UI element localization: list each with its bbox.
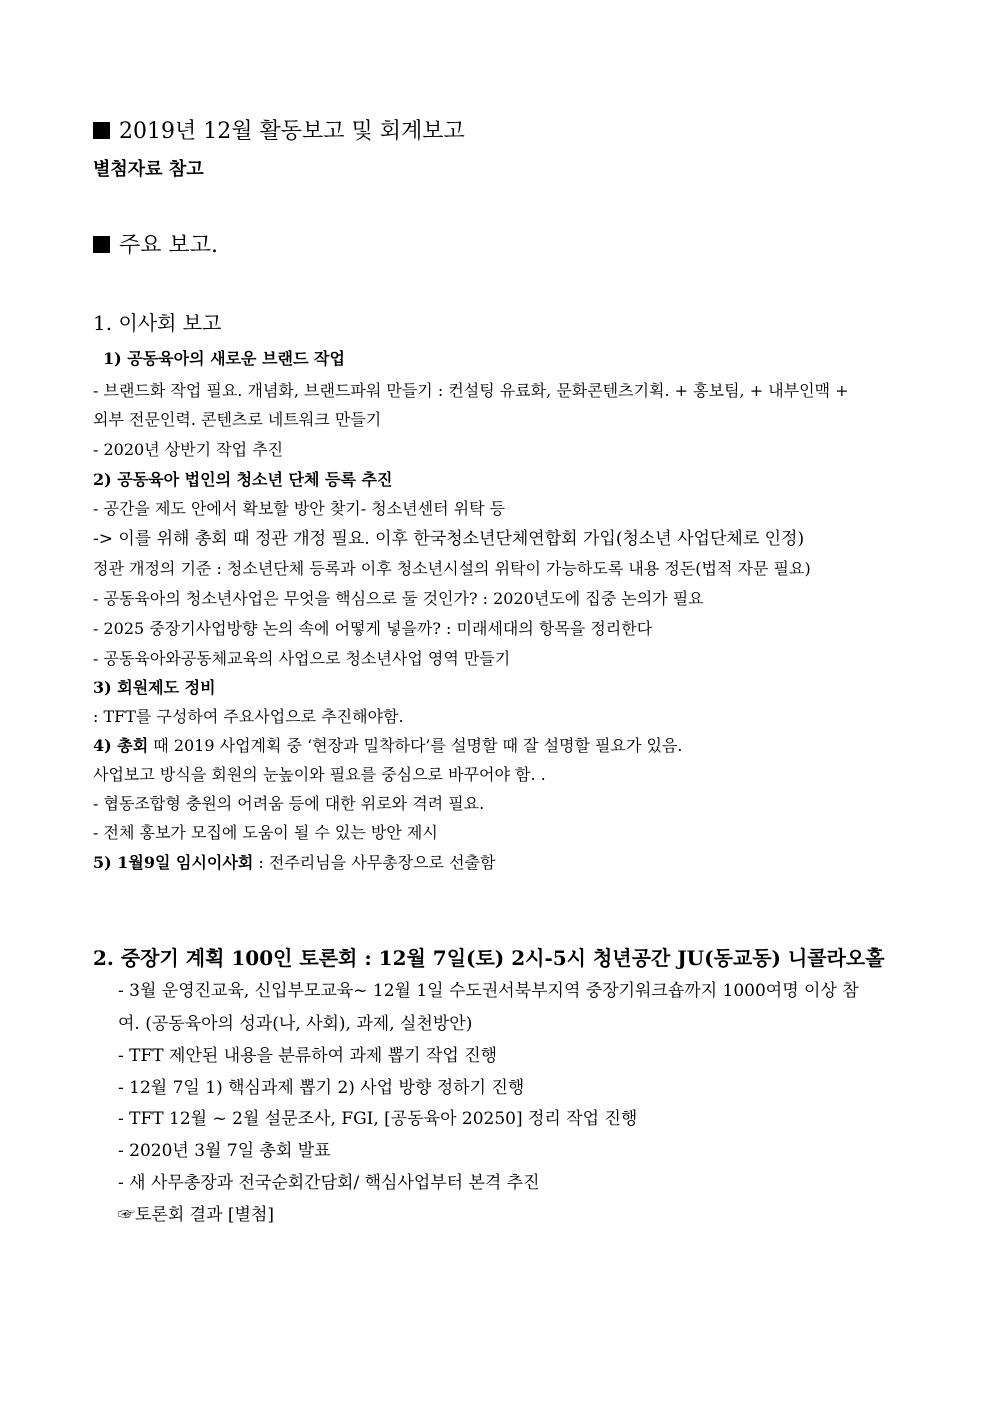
item2-line1: - 공간을 제도 안에서 확보할 방안 찾기- 청소년센터 위탁 등 xyxy=(93,499,506,518)
section-title-text: 2019년 12월 활동보고 및 회계보고 xyxy=(119,119,465,144)
forum-line1: - 3월 운영진교육, 신입부모교육~ 12월 1일 수도권서북부지역 중장기워크숍까지 1000여명 이상 참 xyxy=(118,981,859,1001)
forum-line3: - TFT 제안된 내용을 분류하여 과제 뽑기 작업 진행 xyxy=(118,1046,498,1066)
item2-line2: -> 이를 위해 총회 때 정관 개정 필요. 이후 한국청소년단체연합회 가입(청소년 사업단체로 인정) xyxy=(93,529,805,549)
item4-text: 때 2019 사업계획 중 ‘현장과 밀착하다’를 설명할 때 잘 설명할 필요가 있음. xyxy=(148,736,683,755)
item4-line4: - 전체 홍보가 모집에 도움이 될 수 있는 방안 제시 xyxy=(93,823,438,842)
item2-line5: - 2025 중장기사업방향 논의 속에 어떻게 넣을까? : 미래세대의 항목을 정리한다 xyxy=(93,619,653,638)
black-square-bullet-icon xyxy=(93,122,110,139)
forum-line7: - 새 사무총장과 전국순회간담회/ 핵심사업부터 본격 추진 xyxy=(118,1173,540,1193)
item1-line1: - 브랜드화 작업 필요. 개념화, 브랜드파워 만들기 : 컨설팅 유료화, 문화콘텐츠기획. + 홍보팀, + 내부인맥 + xyxy=(93,381,849,400)
item4-line2: 사업보고 방식을 회원의 눈높이와 필요를 중심으로 바꾸어야 함. . xyxy=(93,765,546,784)
black-square-bullet-icon xyxy=(93,236,110,253)
item4-bold-label: 4) 총회 xyxy=(93,736,149,755)
forum-line8: ☞토론회 결과 [별첨] xyxy=(118,1205,275,1225)
item4-line1 xyxy=(93,735,683,757)
item1-line2: 외부 전문인력. 콘텐츠로 네트워크 만들기 xyxy=(93,410,382,429)
item1-title: 1) 공동육아의 새로운 브랜드 작업 xyxy=(103,349,345,368)
forum-line6: - 2020년 3월 7일 총회 발표 xyxy=(118,1141,331,1161)
forum-line5: - TFT 12월 ~ 2월 설문조사, FGI, [공동육아 20250] 정리 작업 진행 xyxy=(118,1109,638,1129)
item5-bold-label: 5) 1월9일 임시이사회 xyxy=(93,853,254,872)
item2-line3: 정관 개정의 기준 : 청소년단체 등록과 이후 청소년시설의 위탁이 가능하도록 내용 정돈(법적 자문 필요) xyxy=(93,559,811,578)
forum-heading: 2. 중장기 계획 100인 토론회 : 12월 7일(토) 2시-5시 청년공간 JU(동교동) 니콜라오홀 xyxy=(93,946,885,970)
item4-line3: - 협동조합형 충원의 어려움 등에 대한 위로와 격려 필요. xyxy=(93,794,485,813)
board-report-heading: 1. 이사회 보고 xyxy=(93,311,222,335)
section-title-activity-report xyxy=(93,117,465,147)
item3-title: 3) 회원제도 정비 xyxy=(93,678,216,697)
item2-line4: - 공동육아의 청소년사업은 무엇을 핵심으로 둘 것인가? : 2020년도에 집중 논의가 필요 xyxy=(93,589,704,608)
item1-line3: - 2020년 상반기 작업 추진 xyxy=(93,440,284,459)
item5-text: : 전주리님을 사무총장으로 선출함 xyxy=(253,853,496,872)
item5-line xyxy=(93,852,495,874)
item2-title: 2) 공동육아 법인의 청소년 단체 등록 추진 xyxy=(93,470,393,489)
attachment-note: 별첨자료 참고 xyxy=(93,159,204,180)
item2-line6: - 공동육아와공동체교육의 사업으로 청소년사업 영역 만들기 xyxy=(93,649,511,668)
forum-line4: - 12월 7일 1) 핵심과제 뽑기 2) 사업 방향 정하기 진행 xyxy=(118,1078,525,1098)
section-title-text: 주요 보고. xyxy=(119,233,218,258)
item3-line1: : TFT를 구성하여 주요사업으로 추진해야함. xyxy=(93,707,404,726)
section-title-main-report xyxy=(93,231,218,261)
forum-line2: 여. (공동육아의 성과(나, 사회), 과제, 실천방안) xyxy=(118,1014,473,1034)
